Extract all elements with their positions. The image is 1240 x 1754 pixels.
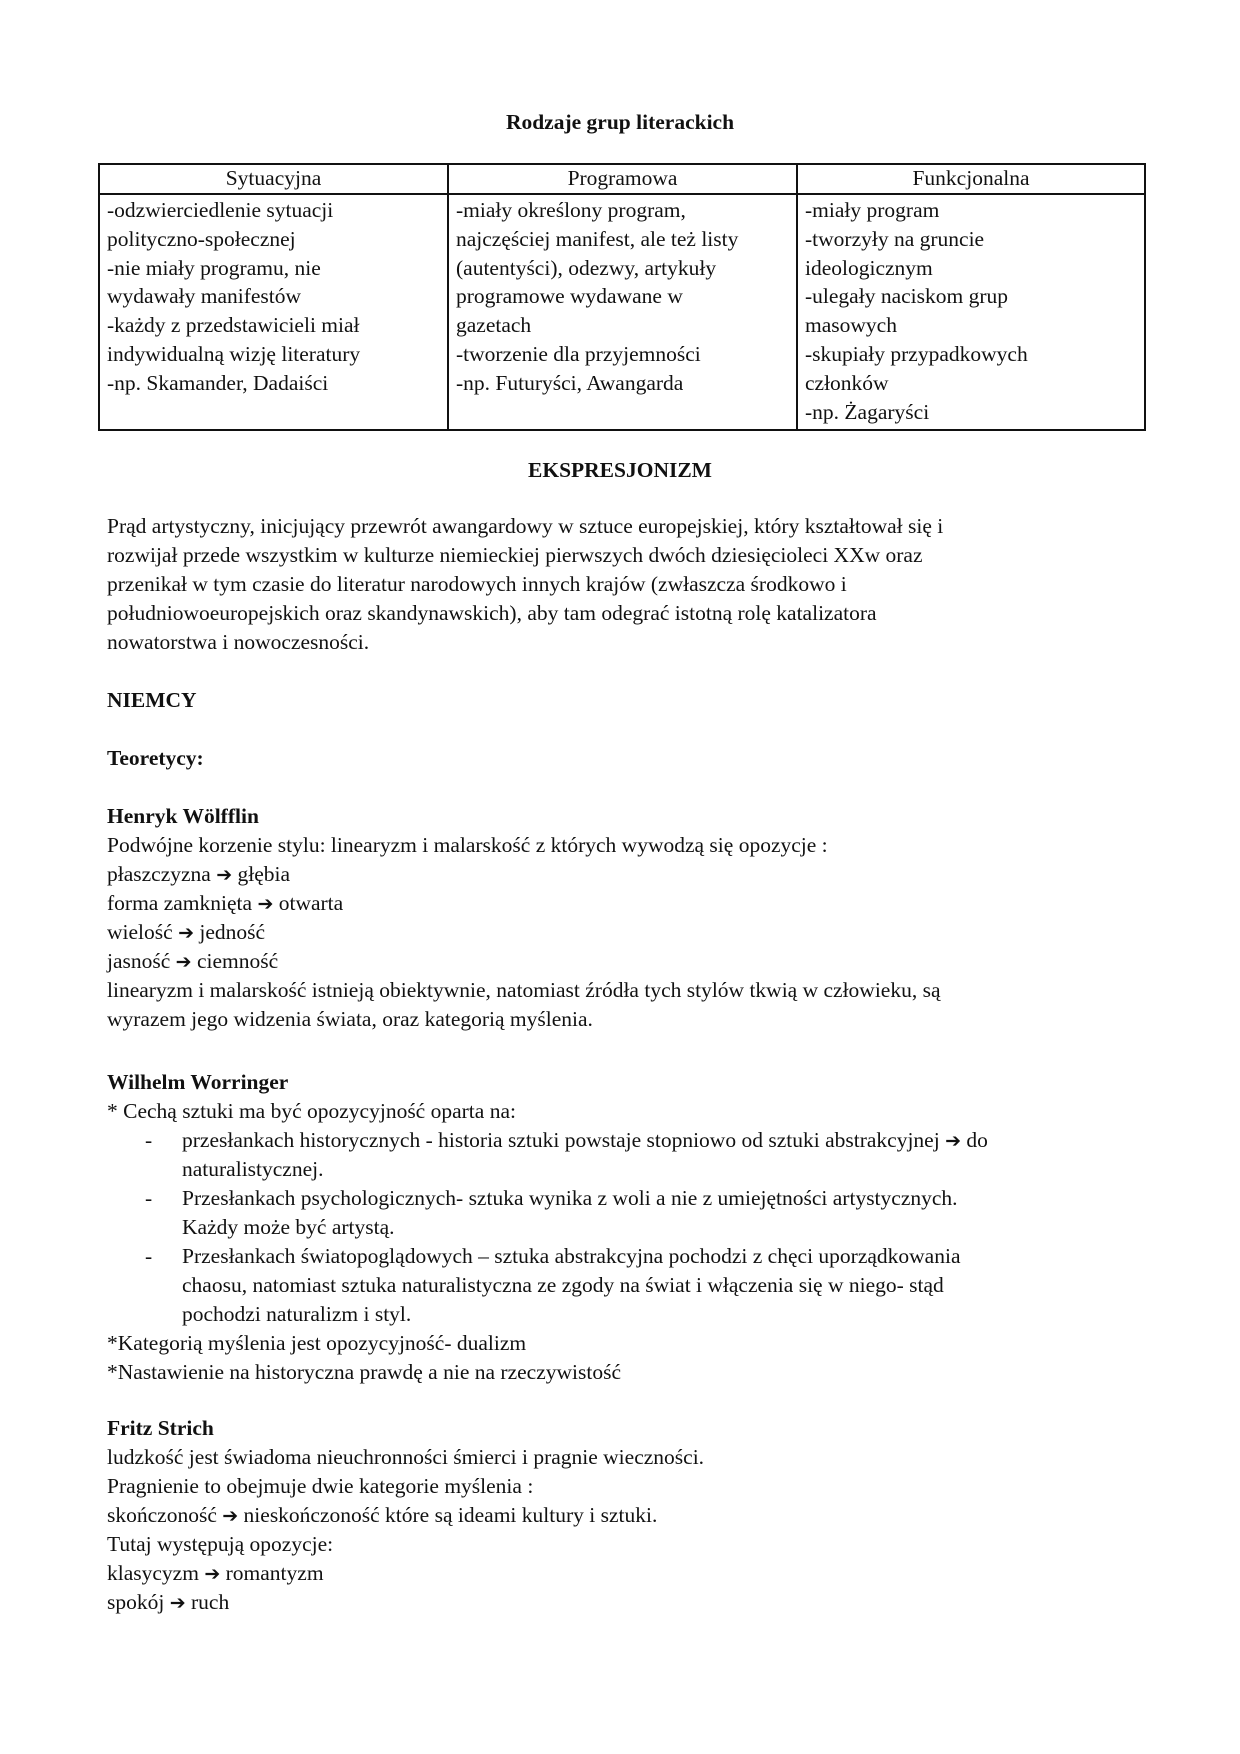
pair-left: wielość	[107, 920, 173, 944]
arrow-right-icon: ➔	[169, 1592, 186, 1614]
cell-line: gazetach	[456, 313, 532, 338]
expressionism-paragraph	[107, 512, 1147, 657]
pair-right: romantyzm	[225, 1561, 324, 1585]
cell-line: -miały określony program,	[456, 198, 686, 222]
cell-line: -np. Żagaryści	[805, 399, 930, 424]
table-header-row	[99, 164, 1145, 194]
paragraph-line: Prąd artystyczny, inicjujący przewrót awangardowy w sztuce europejskiej, który kształtował się i	[107, 514, 944, 538]
opposition-pair	[107, 1559, 1147, 1588]
heading-niemcy: NIEMCY	[107, 688, 197, 712]
table-cell-programowa	[448, 194, 797, 430]
wolfflin-closing-line: linearyzm i malarskość istnieją obiektywnie, natomiast źródła tych stylów tkwią w człowieku, są	[107, 978, 941, 1002]
cell-line: polityczno-społecznej	[107, 226, 296, 251]
bullet-line: naturalistycznej.	[182, 1157, 324, 1181]
cell-line: -np. Futuryści, Awangarda	[456, 370, 684, 395]
list-item	[107, 1242, 1147, 1329]
table-row	[99, 194, 1145, 430]
arrow-right-icon: ➔	[222, 1505, 239, 1527]
pair-right: nieskończoność które są ideami kultury i sztuki.	[243, 1503, 658, 1527]
list-item	[107, 1126, 1147, 1184]
cell-line: -tworzyły na gruncie	[805, 226, 985, 251]
bullet-line: pochodzi naturalizm i styl.	[182, 1302, 412, 1326]
cell-line: (autentyści), odezwy, artykuły	[456, 255, 717, 280]
pair-right: głębia	[237, 862, 291, 886]
cell-line: -skupiały przypadkowych	[805, 341, 1028, 366]
worringer-intro: * Cechą sztuki ma być opozycyjność oparta na:	[107, 1099, 516, 1123]
section-heading-ekspresjonizm: EKSPRESJONIZM	[528, 458, 712, 482]
list-item	[107, 1184, 1147, 1242]
arrow-right-icon: ➔	[178, 922, 194, 944]
column-header-funkcjonalna: Funkcjonalna	[797, 164, 1145, 194]
pair-right: jedność	[199, 920, 266, 944]
paragraph-line: nowatorstwa i nowoczesności.	[107, 630, 370, 654]
bullet-text: przesłankach historycznych - historia sztuki powstaje stopniowo od sztuki abstrakcyjnej	[182, 1128, 940, 1152]
cell-line: najczęściej manifest, ale też listy	[456, 226, 739, 251]
pair-right: otwarta	[278, 891, 344, 915]
wolfflin-section	[107, 802, 1147, 1034]
paragraph-line: przenikał w tym czasie do literatur narodowych innych krajów (zwłaszcza środkowo i	[107, 572, 847, 596]
cell-line: -każdy z przedstawicieli miał	[107, 313, 360, 338]
document-title: Rodzaje grup literackich	[505, 110, 735, 134]
strich-line: ludzkość jest świadoma nieuchronności śmierci i pragnie wieczności.	[107, 1445, 705, 1469]
worringer-notes	[107, 1329, 1147, 1387]
theorist-name-strich: Fritz Strich	[107, 1416, 214, 1440]
worringer-section	[107, 1068, 1147, 1126]
paragraph-line: południowoeuropejskich oraz skandynawskich), aby tam odegrać istotną rolę katalizatora	[107, 601, 877, 625]
opposition-pair	[107, 889, 1147, 918]
cell-line: -tworzenie dla przyjemności	[456, 341, 701, 366]
arrow-right-icon: ➔	[945, 1130, 961, 1152]
worringer-bullet-list	[107, 1126, 1147, 1329]
cell-line: wydawały manifestów	[107, 284, 302, 309]
note-line: *Kategorią myślenia jest opozycyjność- dualizm	[107, 1331, 527, 1355]
cell-line: indywidualną wizję literatury	[107, 341, 361, 366]
pair-left: skończoność	[107, 1503, 217, 1527]
paragraph-line: rozwijał przede wszystkim w kulturze niemieckiej pierwszych dwóch dziesięcioleci XXw oraz	[107, 543, 923, 567]
theorist-name-wolfflin: Henryk Wölfflin	[107, 804, 259, 828]
cell-line: -odzwierciedlenie sytuacji	[107, 198, 334, 222]
pair-left: jasność	[107, 949, 171, 973]
cell-line: członków	[805, 370, 889, 395]
theorist-name-worringer: Wilhelm Worringer	[107, 1070, 289, 1094]
bullet-line: Każdy może być artystą.	[182, 1215, 395, 1239]
pair-left: forma zamknięta	[107, 891, 253, 915]
wolfflin-closing-line: wyrazem jego widzenia świata, oraz kategorią myślenia.	[107, 1007, 593, 1031]
bullet-dash: -	[145, 1244, 153, 1268]
bullet-text: do	[966, 1128, 988, 1152]
cell-line: -nie miały programu, nie	[107, 255, 321, 280]
opposition-pair	[107, 860, 1147, 889]
pair-left: spokój	[107, 1590, 165, 1614]
table-cell-sytuacyjna	[99, 194, 448, 430]
bullet-dash: -	[145, 1186, 153, 1210]
arrow-right-icon: ➔	[204, 1563, 221, 1585]
opposition-pair	[107, 947, 1147, 976]
cell-line: -np. Skamander, Dadaiści	[107, 370, 329, 395]
strich-opposition-intro: Tutaj występują opozycje:	[107, 1532, 334, 1556]
opposition-pair	[107, 1588, 1147, 1617]
cell-line: masowych	[805, 313, 897, 338]
column-header-sytuacyjna: Sytuacyjna	[99, 164, 448, 194]
column-header-programowa: Programowa	[448, 164, 797, 194]
bullet-line: Przesłankach psychologicznych- sztuka wynika z woli a nie z umiejętności artystycznych.	[182, 1186, 958, 1210]
opposition-pair	[107, 918, 1147, 947]
pair-right: ruch	[191, 1590, 230, 1614]
opposition-pair	[107, 1501, 1147, 1530]
wolfflin-intro: Podwójne korzenie stylu: linearyzm i malarskość z których wywodzą się opozycje :	[107, 833, 828, 857]
pair-right: ciemność	[196, 949, 279, 973]
note-line: *Nastawienie na historyczna prawdę a nie na rzeczywistość	[107, 1360, 621, 1384]
strich-section	[107, 1414, 1147, 1617]
cell-line: programowe wydawane w	[456, 284, 683, 309]
cell-line: -miały program	[805, 198, 940, 222]
pair-left: płaszczyzna	[107, 862, 211, 886]
bullet-line: Przesłankach światopoglądowych – sztuka abstrakcyjna pochodzi z chęci uporządkowania	[182, 1244, 961, 1268]
bullet-line	[182, 1126, 1147, 1155]
arrow-right-icon: ➔	[216, 864, 233, 886]
cell-line: -ulegały naciskom grup	[805, 284, 1009, 309]
strich-line: Pragnienie to obejmuje dwie kategorie myślenia :	[107, 1474, 534, 1498]
table-cell-funkcjonalna	[797, 194, 1145, 430]
bullet-dash: -	[145, 1128, 153, 1152]
heading-teoretycy: Teoretycy:	[107, 746, 204, 770]
arrow-right-icon: ➔	[175, 951, 192, 973]
pair-left: klasycyzm	[107, 1561, 199, 1585]
cell-line: ideologicznym	[805, 255, 933, 280]
arrow-right-icon: ➔	[257, 893, 274, 915]
bullet-line: chaosu, natomiast sztuka naturalistyczna ze zgody na świat i włączenia się w niego- stąd	[182, 1273, 944, 1297]
literary-groups-table	[98, 163, 1146, 431]
